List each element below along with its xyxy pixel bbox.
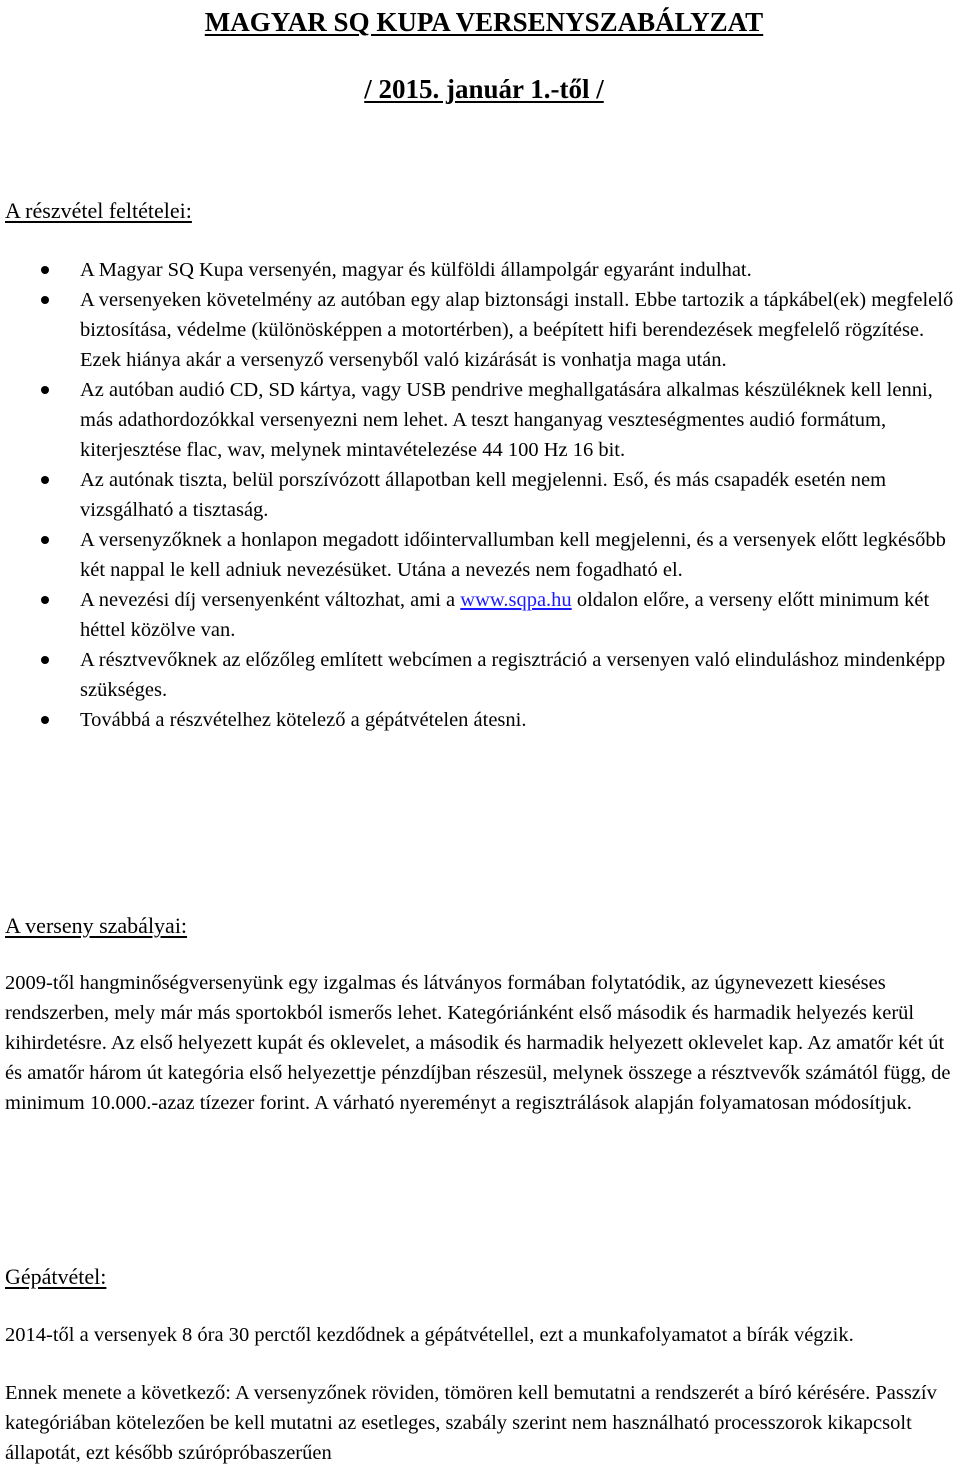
bullet-icon bbox=[41, 716, 49, 724]
sqpa-website-link[interactable]: www.sqpa.hu bbox=[460, 589, 572, 611]
bullet-icon bbox=[41, 296, 49, 304]
list-item bbox=[0, 645, 958, 705]
bullet-icon bbox=[41, 596, 49, 604]
list-item bbox=[0, 285, 958, 375]
list-item-text: A versenyzőknek a honlapon megadott időintervallumban kell megjelenni, és a versenyek előtt legkésőbb két nappal le kell adniuk nevezésüket. Utána a nevezés nem fogadható el. bbox=[80, 529, 946, 581]
inspection-paragraph-2: Ennek menete a következő: A versenyzőnek röviden, tömören kell bemutatni a rendszerét a bíró kérésére. Passzív kategóriában kötelezően be kell mutatni az esetleges, szabály szerint nem használható processzorok kikapcsolt állapotát, ezt később szúrópróbaszerűen bbox=[5, 1382, 937, 1464]
bullet-icon bbox=[41, 476, 49, 484]
list-item bbox=[0, 465, 958, 525]
list-item-text: Továbbá a részvételhez kötelező a gépátvételen átesni. bbox=[80, 709, 527, 731]
list-item bbox=[0, 255, 958, 285]
list-item-text bbox=[80, 585, 958, 645]
list-item bbox=[0, 585, 958, 645]
list-item-text: Az autónak tiszta, belül porszívózott állapotban kell megjelenni. Eső, és más csapadék esetén nem vizsgálható a tisztaság. bbox=[80, 469, 887, 521]
list-item bbox=[0, 375, 958, 465]
list-item-text: A versenyeken követelmény az autóban egy alap biztonsági install. Ebbe tartozik a tápkábel(ek) megfelelő biztosítása, védelme (különösképpen a motortérben), a beépített hifi berendezések megfelelő rögzítése. Ezek hiánya akár a versenyző versenyből való kizárását is vonhatja maga után. bbox=[80, 289, 954, 371]
list-item bbox=[0, 525, 958, 585]
section-heading-rules: A verseny szabályai: bbox=[5, 913, 188, 938]
inspection-paragraph-1: 2014-től a versenyek 8 óra 30 perctől kezdődnek a gépátvétellel, ezt a munkafolyamatot a bírák végzik. bbox=[5, 1324, 854, 1346]
participation-conditions-list bbox=[0, 255, 958, 735]
bullet-icon bbox=[41, 386, 49, 394]
list-item bbox=[0, 705, 958, 735]
list-item-text: A résztvevőknek az előzőleg említett webcímen a regisztráció a versenyen való elinduláshoz mindenképp szükséges. bbox=[80, 649, 946, 701]
bullet-icon bbox=[41, 536, 49, 544]
list-item-text: A Magyar SQ Kupa versenyén, magyar és külföldi állampolgár egyaránt indulhat. bbox=[80, 259, 752, 281]
section-heading-participation: A részvétel feltételei: bbox=[5, 198, 192, 223]
document-subtitle: / 2015. január 1.-től / bbox=[364, 74, 604, 104]
bullet-icon bbox=[41, 266, 49, 274]
fee-text-after: oldalon előre, a verseny előtt minimum két héttel közölve van. bbox=[80, 589, 930, 641]
section-heading-inspection: Gépátvétel: bbox=[5, 1264, 107, 1289]
rules-paragraph: 2009-től hangminőségversenyünk egy izgalmas és látványos formában folytatódik, az úgynevezett kieséses rendszerben, mely már más sportokból ismerős lehet. Kategóriánként első második és harmadik helyezés kerül kihirdetésre. Az első helyezett kupát és oklevelet, a második és harmadik helyezett oklevelet kap. Az amatőr két út és amatőr három út kategória első helyezettje pénzdíjban részesül, melynek összege a résztvevők számától függ, de minimum 10.000.-azaz tízezer forint. A várható nyereményt a regisztrálások alapján folyamatosan módosítjuk. bbox=[5, 972, 951, 1114]
bullet-icon bbox=[41, 656, 49, 664]
fee-text-before: A nevezési díj versenyenként változhat, ami a bbox=[80, 589, 461, 611]
list-item-text: Az autóban audió CD, SD kártya, vagy USB pendrive meghallgatására alkalmas készüléknek kell lenni, más adathordozókkal versenyezni nem lehet. A teszt hanganyag veszteségmentes audió formátum, kiterjesztése flac, wav, melynek mintavételezése 44 100 Hz 16 bit. bbox=[80, 379, 933, 461]
document-title: MAGYAR SQ KUPA VERSENYSZABÁLYZAT bbox=[204, 7, 764, 37]
